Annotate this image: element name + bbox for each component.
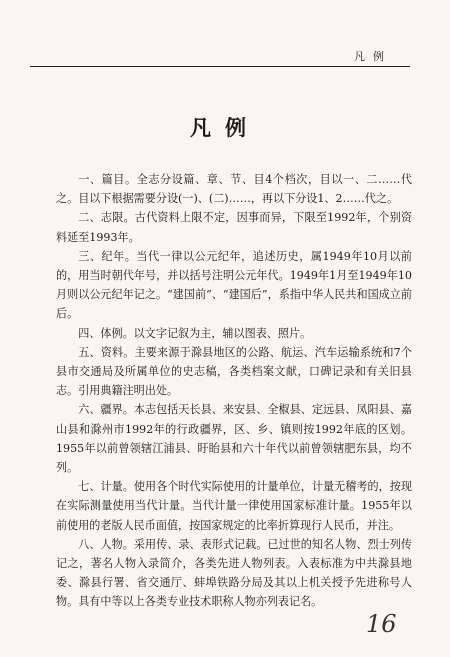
running-header xyxy=(30,48,410,67)
paragraph-dating: 三、纪年。当代一律以公元纪年，追述历史，属1949年10月以前的，用当时朝代年号，并以括号注明公元年代。1949年1月至1949年10月则以公元纪年记之。“建国前”、“建国后”，系指中华人民共和国成立前后。 xyxy=(56,249,412,321)
running-title: 凡例 xyxy=(354,50,392,63)
body-text xyxy=(56,170,412,612)
paragraph-people: 八、人物。采用传、录、表形式记载。已过世的知名人物、烈士列传记之，著名人物入录简介，各类先进人物列表。入表标准为中共滁县地委、滁县行署、省交通厅、蚌埠铁路分局及其以上机关授予先进称号人物。具有中等以上各类专业技术职称人物亦列表记名。 xyxy=(56,537,412,609)
paragraph-measurement: 七、计量。使用各个时代实际使用的计量单位，计量无稽考的，按现在实际测量使用当代计量。当代计量一律使用国家标准计量。1955年以前使用的老版人民币面值，按国家规定的比率折算现行人民币，并注。 xyxy=(56,480,412,532)
paragraph-boundaries: 六、疆界。本志包括天长县、来安县、全椒县、定远县、凤阳县、嘉山县和滁州市1992年的行政疆界，区、乡、镇则按1992年底的区划。1955年以前曾领辖江浦县、盱眙县和六十年代以前曾领辖肥东县，均不列。 xyxy=(56,403,412,475)
paragraph-sections: 一、篇目。全志分设篇、章、节、目4个档次，目以一、二……代之。目以下根据需要分设(一)、(二)……，再以下分设1、2……代之。 xyxy=(56,173,412,206)
page-number: 16 xyxy=(366,610,397,638)
page-title: 凡例 xyxy=(190,116,260,140)
paragraph-time-limits: 二、志限。古代资料上限不定，因事而异，下限至1992年，个别资料延至1993年。 xyxy=(56,211,412,244)
paragraph-sources: 五、资料。主要来源于滁县地区的公路、航运、汽车运输系统和7个县市交通局及所属单位的史志稿，各类档案文献，口碑记录和有关旧县志。引用典籍注明出处。 xyxy=(56,345,412,398)
paragraph-style: 四、体例。以文字记叙为主，辅以图表、照片。 xyxy=(78,326,312,340)
